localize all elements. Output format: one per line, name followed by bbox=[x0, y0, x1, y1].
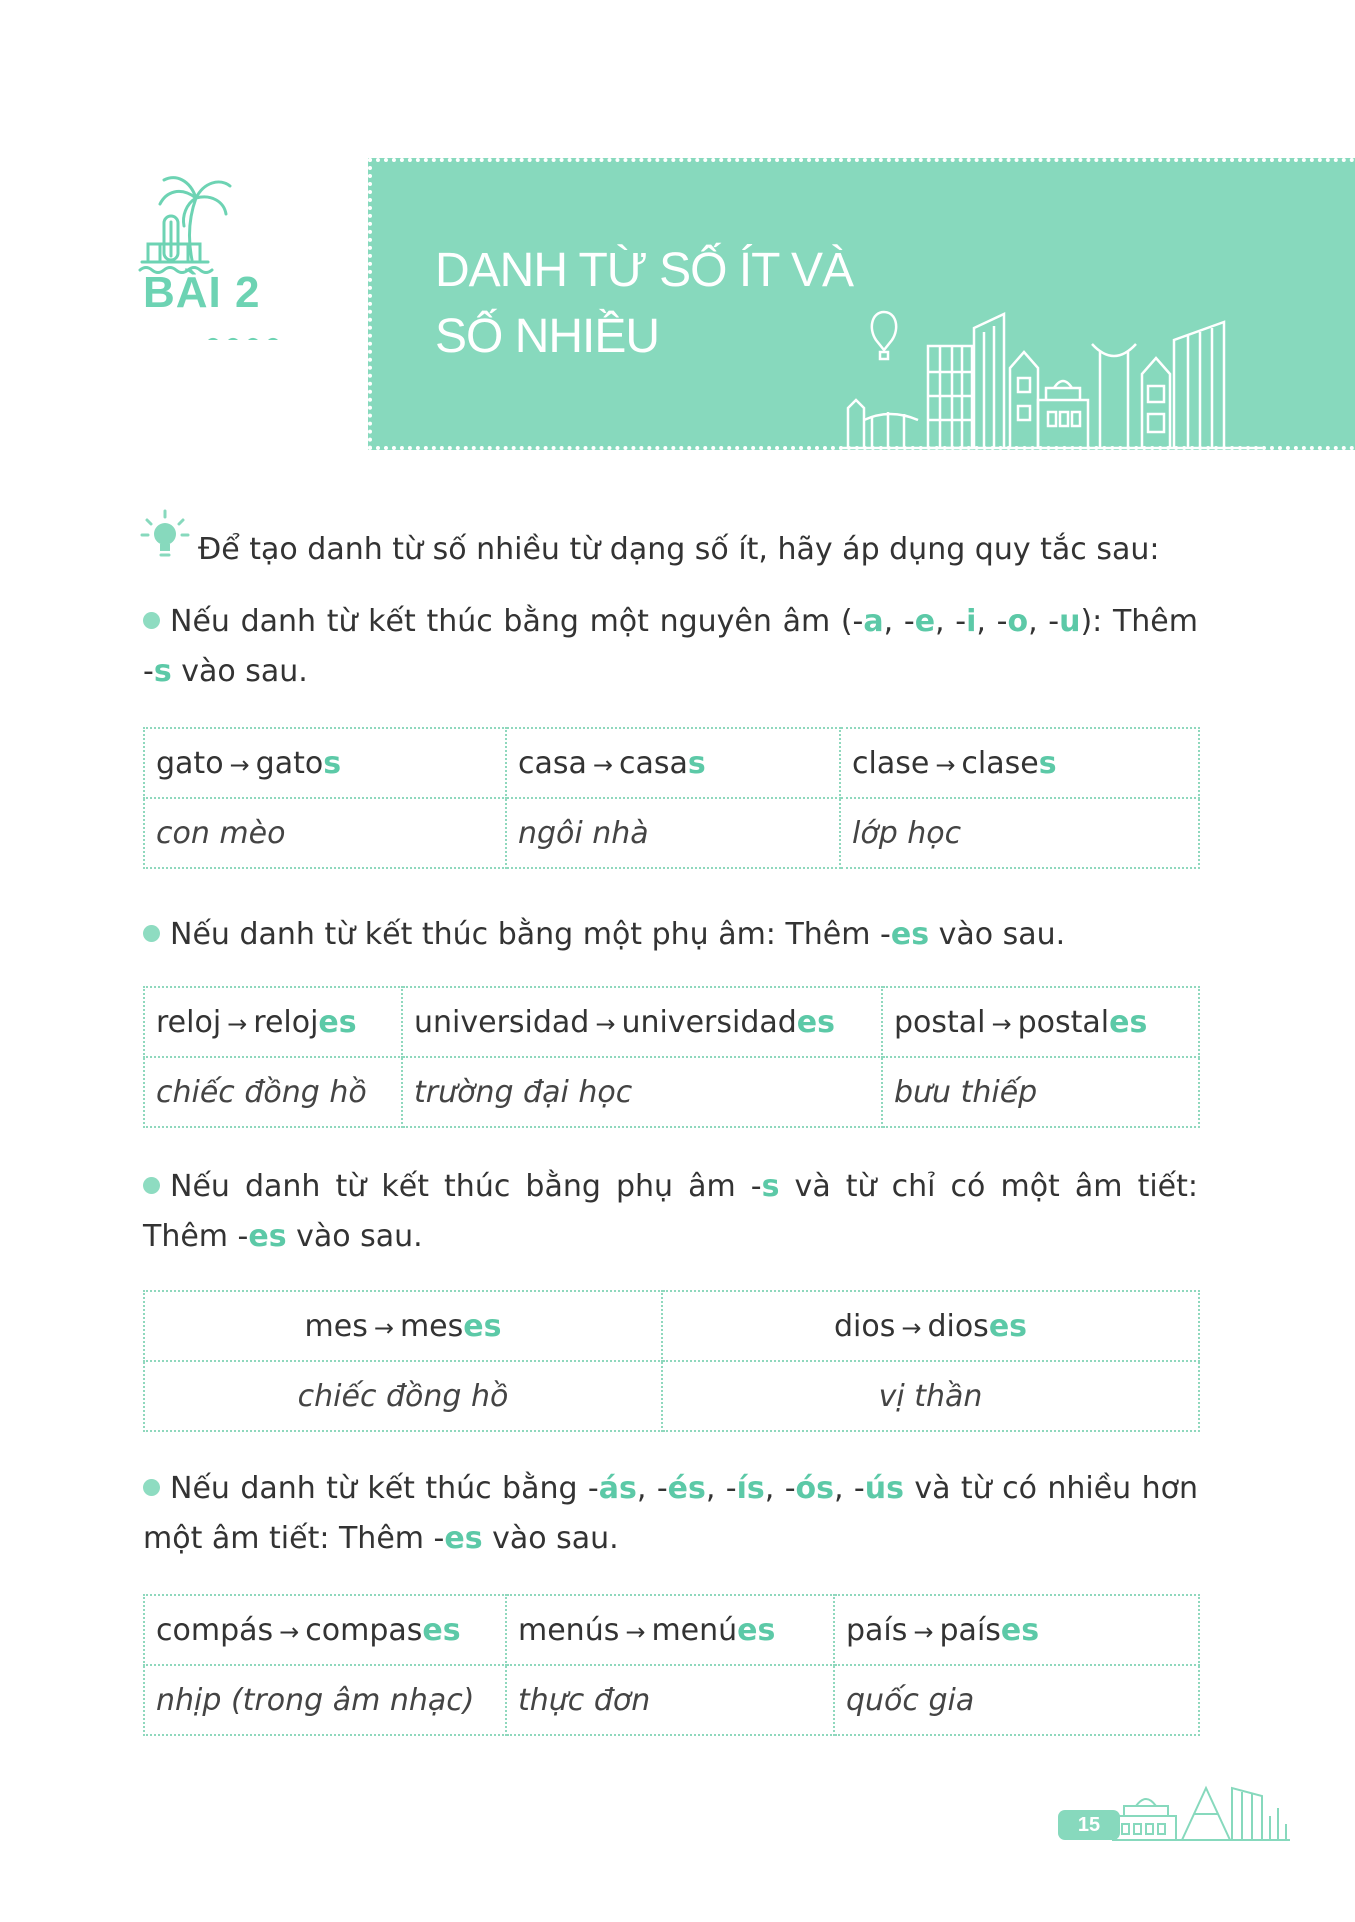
page-title bbox=[435, 238, 853, 370]
meaning-cell: nhịp (trong âm nhạc) bbox=[144, 1665, 506, 1735]
intro-text: Để tạo danh từ số nhiều từ dạng số ít, hãy áp dụng quy tắc sau: bbox=[198, 532, 1160, 567]
word-cell: casa → casas bbox=[506, 728, 840, 798]
title-line-2: SỐ NHIỀU bbox=[435, 310, 660, 363]
word-cell: menús → menúes bbox=[506, 1595, 834, 1665]
meaning-cell: con mèo bbox=[144, 798, 506, 868]
table-row bbox=[144, 728, 1199, 798]
lesson-label: BÀI 2 bbox=[143, 268, 261, 317]
table-row bbox=[144, 1291, 1199, 1361]
word-cell: clase → clases bbox=[840, 728, 1199, 798]
bullet-icon bbox=[143, 925, 160, 942]
page-number: 15 bbox=[1058, 1810, 1120, 1840]
title-line-1: DANH TỪ SỐ ÍT VÀ bbox=[435, 244, 853, 297]
table-row bbox=[144, 1595, 1199, 1665]
hot-air-balloon-icon bbox=[872, 312, 896, 359]
bullet-icon bbox=[143, 612, 160, 629]
rule-3-text: Nếu danh từ kết thúc bằng phụ âm -s và từ chỉ có một âm tiết: Thêm -es vào sau. bbox=[143, 1169, 1199, 1254]
meaning-cell: quốc gia bbox=[834, 1665, 1199, 1735]
table-row bbox=[144, 987, 1199, 1057]
meaning-cell: ngôi nhà bbox=[506, 798, 840, 868]
word-cell: universidad → universidades bbox=[402, 987, 882, 1057]
table-row bbox=[144, 1361, 1199, 1431]
bullet-icon bbox=[143, 1177, 160, 1194]
table-row bbox=[144, 1057, 1199, 1127]
meaning-cell: trường đại học bbox=[402, 1057, 882, 1127]
word-cell: compás → compases bbox=[144, 1595, 506, 1665]
lightbulb-icon bbox=[140, 508, 190, 564]
meaning-cell: bưu thiếp bbox=[882, 1057, 1199, 1127]
meaning-cell: vị thần bbox=[662, 1361, 1199, 1431]
rule-4-table bbox=[143, 1594, 1200, 1736]
meaning-cell: thực đơn bbox=[506, 1665, 834, 1735]
word-cell: postal → postales bbox=[882, 987, 1199, 1057]
title-banner bbox=[368, 158, 1355, 450]
rule-1-table bbox=[143, 727, 1200, 869]
rule-2-table bbox=[143, 986, 1200, 1128]
bullet-icon bbox=[143, 1479, 160, 1496]
meaning-cell: chiếc đồng hồ bbox=[144, 1057, 402, 1127]
word-cell: país → países bbox=[834, 1595, 1199, 1665]
meaning-cell: lớp học bbox=[840, 798, 1199, 868]
word-cell: gato → gatos bbox=[144, 728, 506, 798]
city-skyline-icon bbox=[1112, 1780, 1290, 1842]
rule-4-text: Nếu danh từ kết thúc bằng -ás, -és, -ís, -ós, -ús và từ có nhiều hơn một âm tiết: Thêm -es vào sau. bbox=[143, 1471, 1198, 1556]
word-cell: dios → dioses bbox=[662, 1291, 1199, 1361]
city-skyline-icon bbox=[842, 282, 1262, 452]
meaning-cell: chiếc đồng hồ bbox=[144, 1361, 662, 1431]
word-cell: reloj → relojes bbox=[144, 987, 402, 1057]
table-row bbox=[144, 1665, 1199, 1735]
rule-3-table bbox=[143, 1290, 1200, 1432]
rule-2-text: Nếu danh từ kết thúc bằng một phụ âm: Thêm -es vào sau. bbox=[143, 910, 1198, 960]
word-cell: mes → meses bbox=[144, 1291, 662, 1361]
table-row bbox=[144, 798, 1199, 868]
rule-1-text: Nếu danh từ kết thúc bằng một nguyên âm (-a, -e, -i, -o, -u): Thêm -s vào sau. bbox=[143, 604, 1198, 689]
